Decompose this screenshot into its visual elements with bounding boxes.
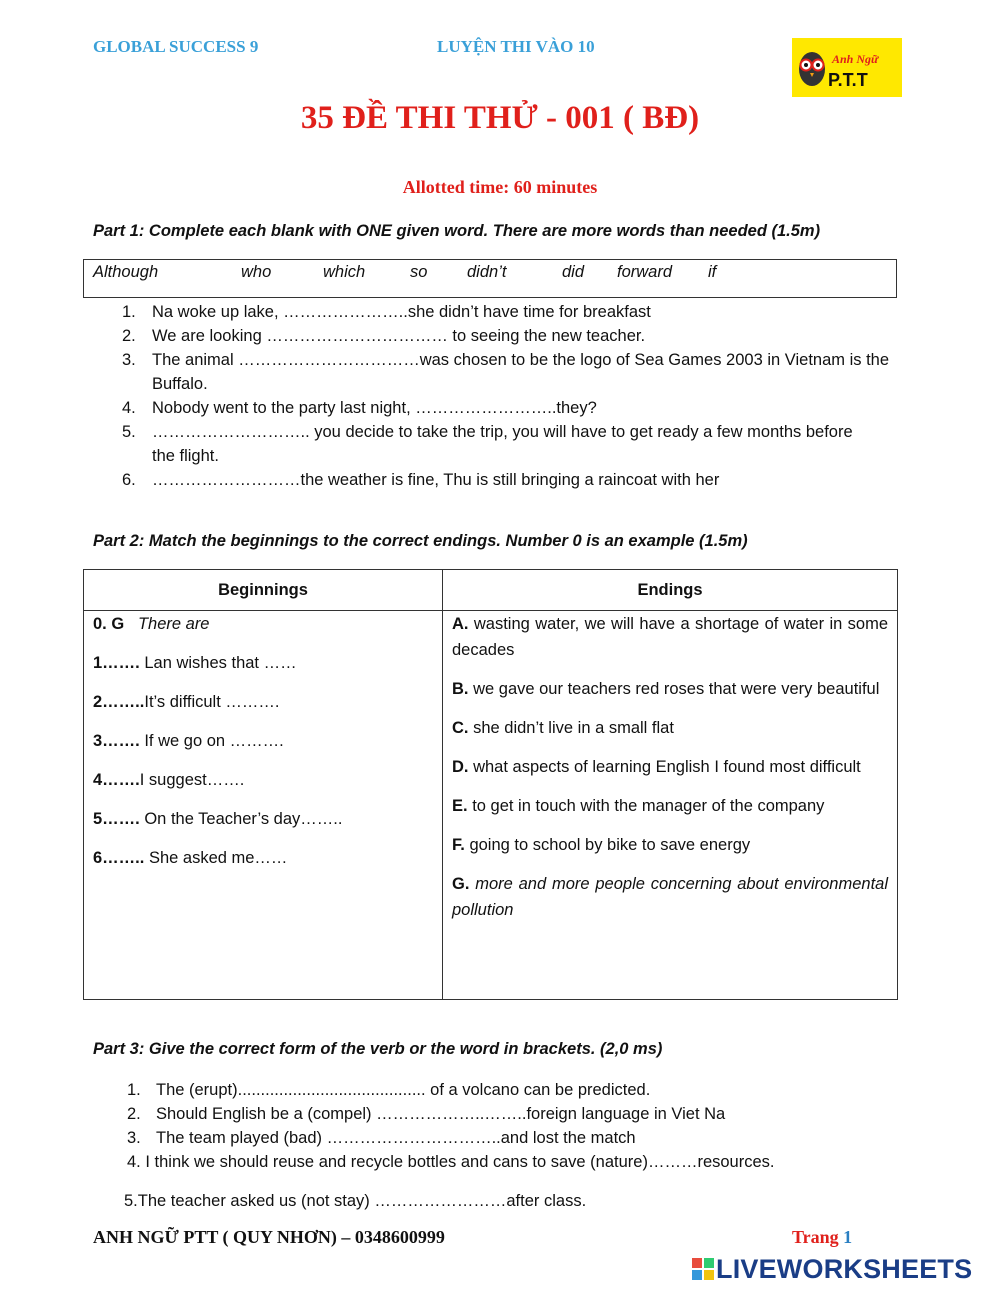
header-series: GLOBAL SUCCESS 9 <box>93 37 259 56</box>
beginning-item: 5……. On the Teacher’s day…….. <box>93 810 343 828</box>
list-item: 4. I think we should reuse and recycle bottles and cans to save (nature)………resources. <box>127 1153 775 1171</box>
page-label: Trang <box>792 1227 839 1247</box>
page-title: 35 ĐỀ THI THỬ - 001 ( BĐ) <box>300 100 700 136</box>
column-header-endings: Endings <box>443 570 898 611</box>
ending-item: A. wasting water, we will have a shortage of water in some decades <box>452 615 888 659</box>
list-item: 6. ………………………the weather is fine, Thu is still bringing a raincoat with her <box>122 471 720 489</box>
beginning-item: 0. G There are <box>93 615 210 633</box>
list-item: 4. Nobody went to the party last night, ……………………..they? <box>122 399 597 417</box>
list-item: 1. Na woke up lake, …………………..she didn’t have time for breakfast <box>122 303 651 321</box>
beginning-item: 6…….. She asked me…… <box>93 849 288 867</box>
word-bank-word: which <box>323 263 366 281</box>
part2-heading: Part 2: Match the beginnings to the correct endings. Number 0 is an example (1.5m) <box>93 532 748 550</box>
beginning-item: 4…….I suggest……. <box>93 771 245 789</box>
beginning-item: 3……. If we go on ………. <box>93 732 284 750</box>
liveworksheets-watermark <box>692 1254 972 1285</box>
ending-item: D. what aspects of learning English I found most difficult <box>452 758 861 776</box>
logo-text-bottom: P.T.T <box>828 70 868 90</box>
liveworksheets-logo-icon <box>692 1258 714 1280</box>
page-number: 1 <box>843 1227 853 1247</box>
list-item: 5. ……………………….. you decide to take the trip, you will have to get ready a few months before the flight. <box>122 423 853 465</box>
beginnings-cell <box>84 611 443 1000</box>
beginning-item: 2……..It’s difficult ………. <box>93 693 280 711</box>
footer-contact: ANH NGỮ PTT ( QUY NHƠN) – 0348600999 <box>93 1227 445 1247</box>
word-bank-word: so <box>410 263 428 281</box>
column-header-beginnings: Beginnings <box>84 570 443 611</box>
beginning-item: 1……. Lan wishes that …… <box>93 654 297 672</box>
matching-table <box>83 569 898 1000</box>
part1-heading: Part 1: Complete each blank with ONE given word. There are more words than needed (1.5m) <box>93 222 821 240</box>
list-item: 3. The animal ……………………………was chosen to be the logo of Sea Games 2003 in Vietnam is the Buffalo. <box>122 351 890 393</box>
word-bank-word: who <box>241 263 272 281</box>
owl-icon <box>792 38 902 97</box>
list-item: 1. The (erupt)......................................... of a volcano can be predicted. <box>127 1081 651 1099</box>
word-bank-word: did <box>562 263 585 281</box>
word-bank-word: if <box>708 263 717 281</box>
ptt-logo <box>792 38 902 97</box>
ending-item: G. more and more people concerning about environmental pollution <box>452 875 888 919</box>
watermark-text: LIVEWORKSHEETS <box>716 1254 973 1284</box>
list-item: 2. Should English be a (compel) ………………..……..foreign language in Viet Na <box>127 1105 726 1123</box>
allotted-time: Allotted time: 60 minutes <box>402 177 598 197</box>
endings-cell <box>443 611 898 1000</box>
part3-heading: Part 3: Give the correct form of the verb or the word in brackets. (2,0 ms) <box>93 1040 663 1058</box>
part3-list <box>127 1078 725 1150</box>
word-bank-word: forward <box>617 263 673 281</box>
ending-item: B. we gave our teachers red roses that were very beautiful <box>452 680 880 698</box>
ending-item: C. she didn’t live in a small flat <box>452 719 674 737</box>
ending-item: F. going to school by bike to save energy <box>452 836 751 854</box>
list-item: 3. The team played (bad) …………………………..and lost the match <box>127 1129 636 1147</box>
word-bank-word: didn’t <box>467 263 507 281</box>
page-indicator <box>792 1227 852 1248</box>
header-exam: LUYỆN THI VÀO 10 <box>437 37 595 56</box>
ending-item: E. to get in touch with the manager of the company <box>452 797 825 815</box>
list-item: 2. We are looking …………………………… to seeing the new teacher. <box>122 327 646 345</box>
word-bank-word: Although <box>93 263 159 281</box>
list-item: 5.The teacher asked us (not stay) ……………………after class. <box>124 1192 587 1210</box>
part1-list <box>122 300 889 492</box>
logo-text-top: Anh Ngữ <box>832 52 879 66</box>
